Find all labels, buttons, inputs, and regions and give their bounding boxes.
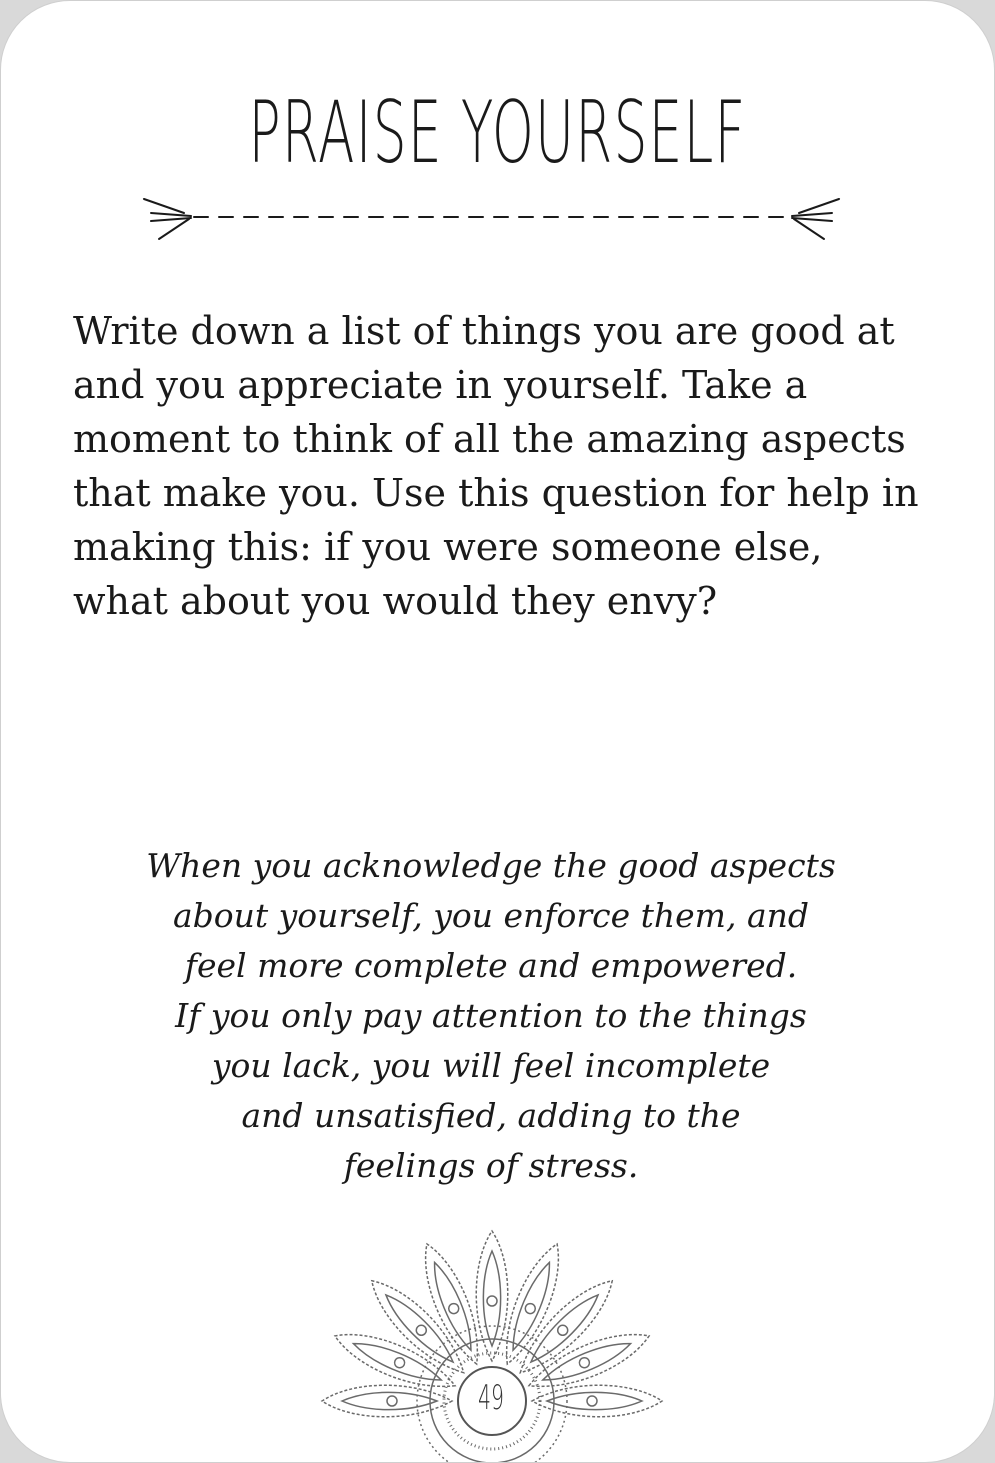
arrow-divider-icon [139,179,844,259]
mandala-icon [297,1226,687,1463]
card-title: PRAISE YOURSELF [248,83,747,183]
reflection-quote [61,841,921,1191]
quote-line: feelings of stress. [343,1146,639,1185]
quote-line: feel more complete and empowered. [184,946,798,985]
quote-line: and unsatisfied, adding to the [241,1096,741,1135]
quote-line: If you only pay attention to the things [175,996,807,1035]
page-number: 49 [478,1378,504,1418]
instruction-text: Write down a list of things you are good at and you appreciate in yourself. Take a moment to think of all the amazing aspects that make you. Use this question for help in making this: if you were someone else, what about you would they envy? [73,309,919,623]
quote-line: When you acknowledge the good aspects [146,846,836,885]
quote-line: you lack, you will feel incomplete [211,1046,771,1085]
quote-line: about yourself, you enforce them, and [172,896,809,935]
